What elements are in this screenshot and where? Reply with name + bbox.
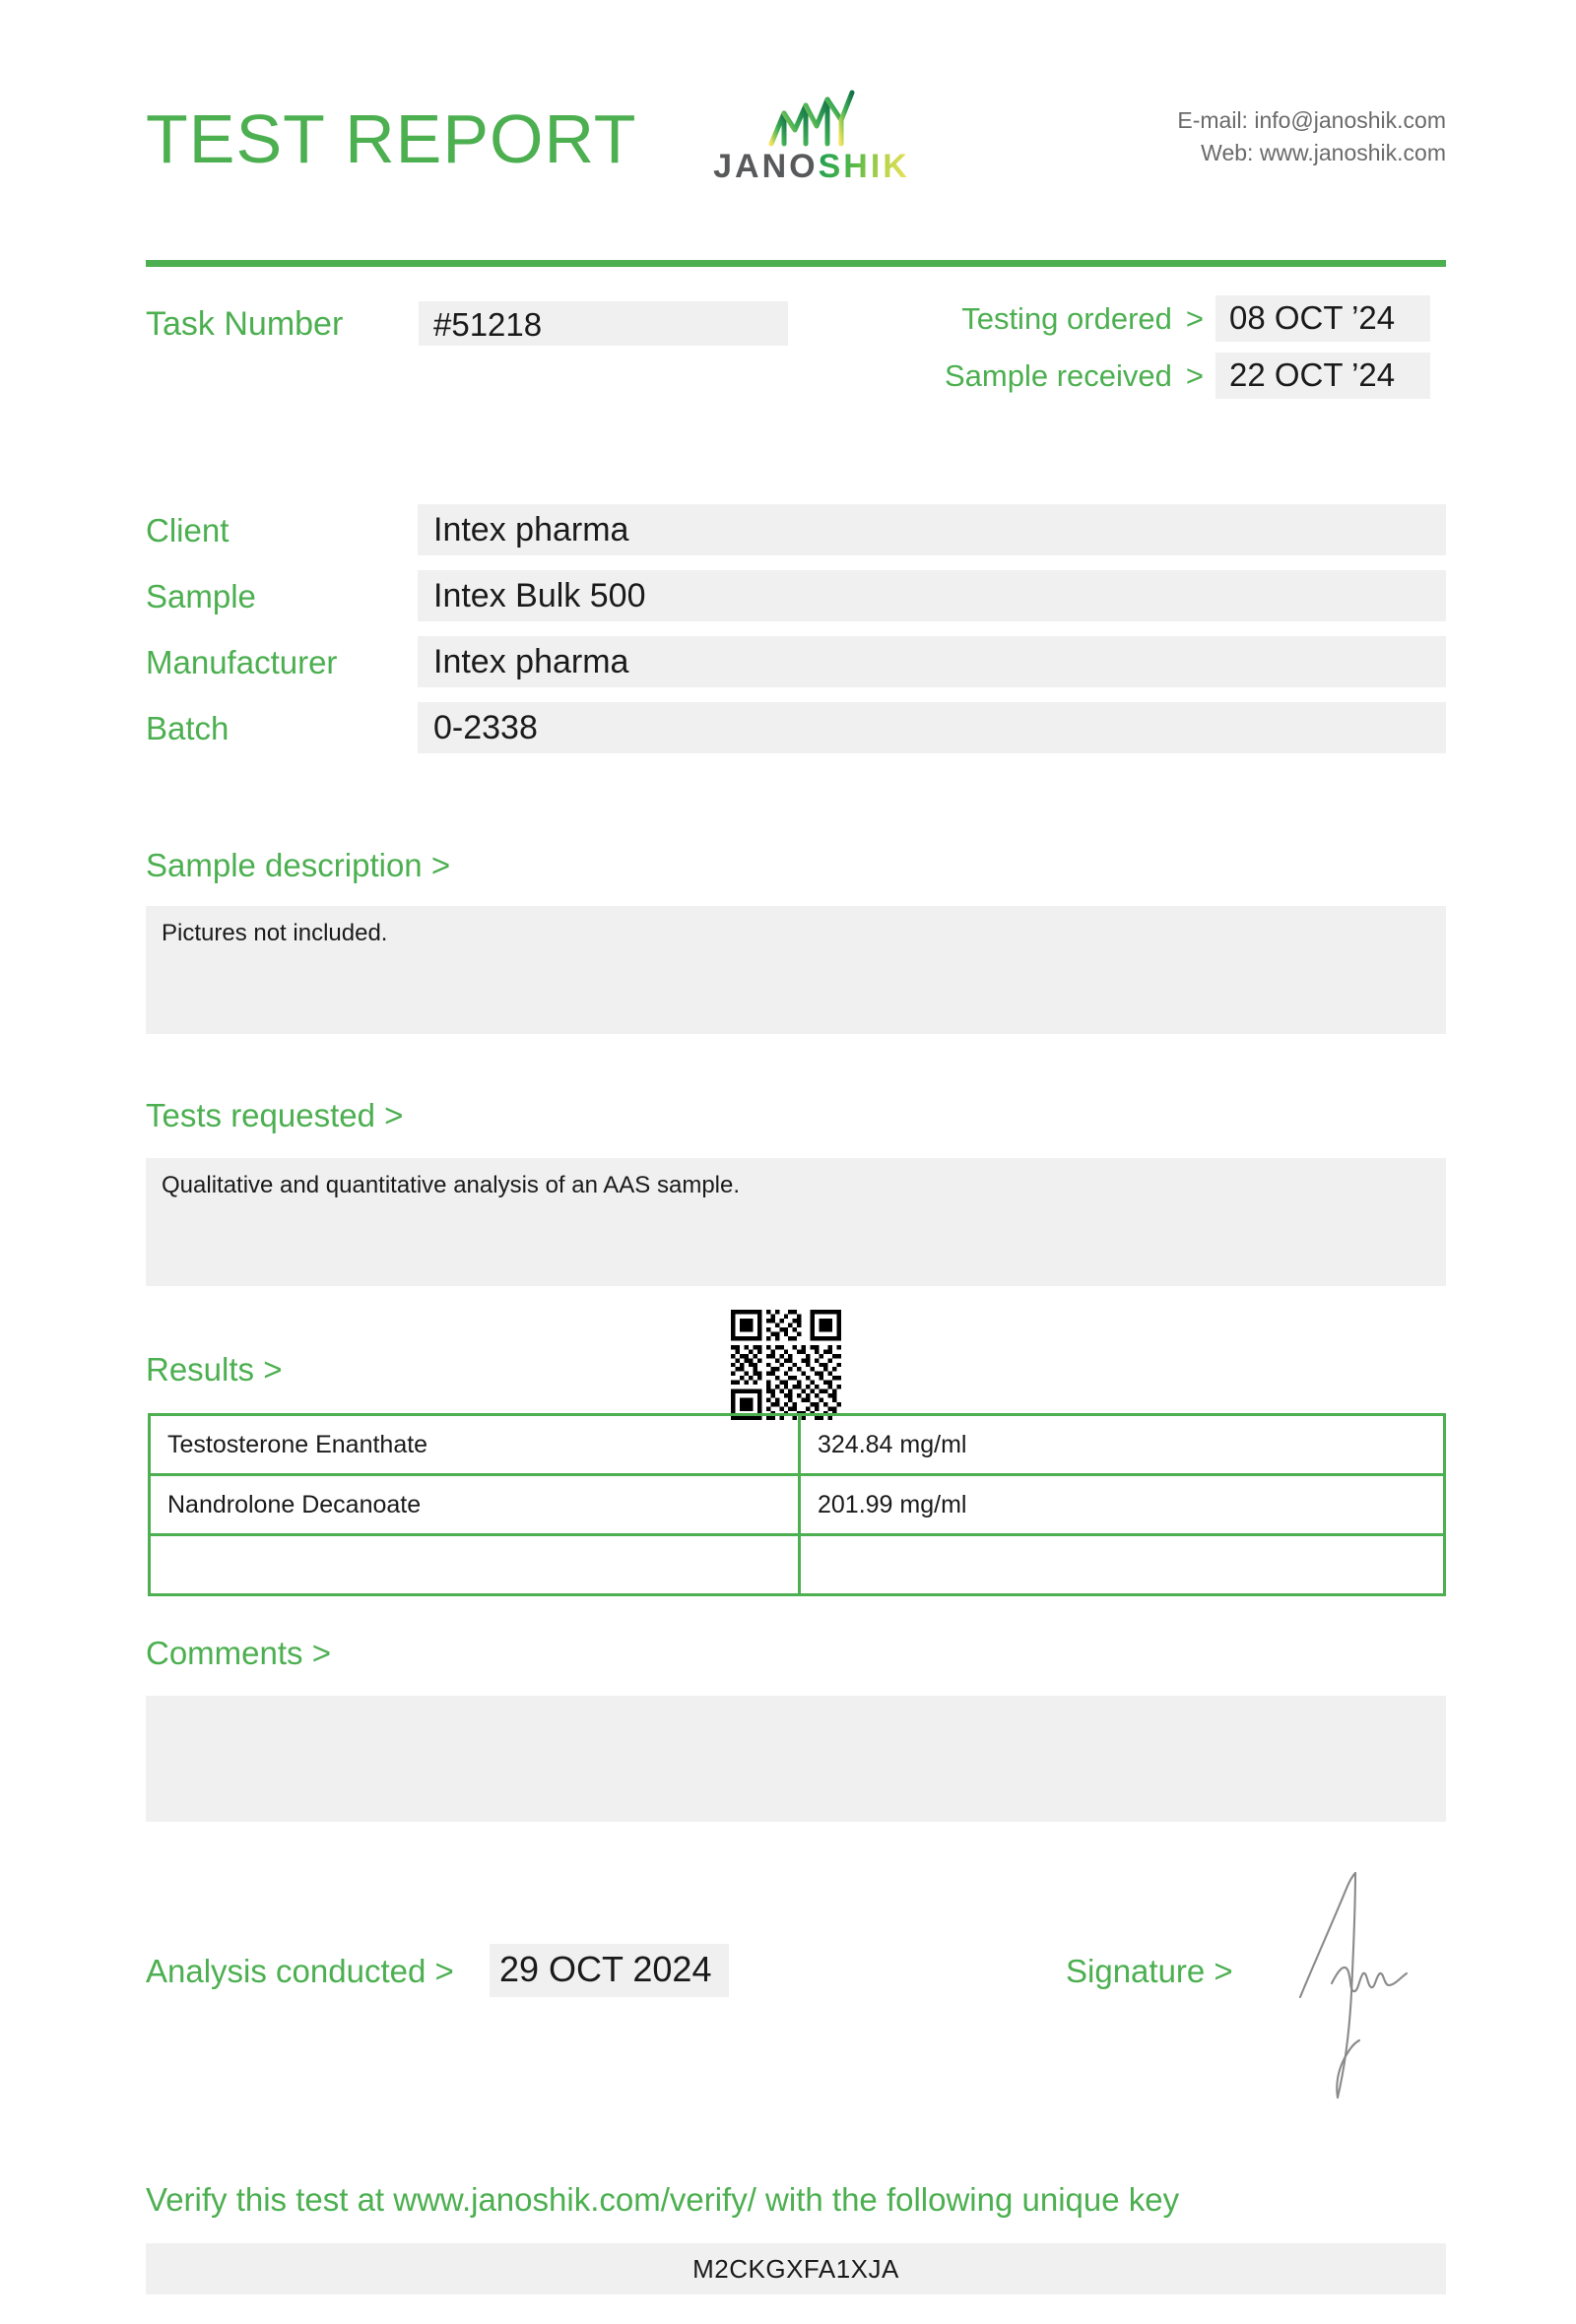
sample-received-caret-icon: >: [1185, 357, 1204, 393]
tests-requested-heading: Tests requested >: [146, 1097, 404, 1133]
testing-ordered-caret-icon: >: [1185, 300, 1204, 336]
batch-value: 0-2338: [418, 702, 1446, 753]
sample-value: Intex Bulk 500: [418, 570, 1446, 621]
table-row: [150, 1475, 1445, 1535]
manufacturer-value: Intex pharma: [418, 636, 1446, 687]
task-number-label: Task Number: [146, 305, 344, 343]
result-name: Nandrolone Decanoate: [150, 1475, 800, 1535]
tests-requested-body: Qualitative and quantitative analysis of an AAS sample.: [146, 1158, 1446, 1286]
contact-web: Web: www.janoshik.com: [1201, 140, 1446, 166]
batch-label: Batch: [146, 710, 230, 746]
results-heading: Results >: [146, 1351, 283, 1388]
sample-received-label: Sample received: [944, 357, 1172, 393]
analysis-conducted-value: 29 OCT 2024: [490, 1944, 729, 1997]
info-row-batch: [146, 702, 1446, 760]
brand-shik: SHIK: [818, 148, 910, 185]
contact-info: [1177, 104, 1446, 170]
client-value: Intex pharma: [418, 504, 1446, 555]
result-value: [800, 1535, 1445, 1595]
analysis-conducted-label: Analysis conducted >: [146, 1953, 454, 1989]
table-row: [150, 1535, 1445, 1595]
page-title: TEST REPORT: [146, 100, 637, 177]
results-table: [148, 1413, 1446, 1596]
logo-mark-icon: [764, 87, 859, 148]
verify-instruction: Verify this test at www.janoshik.com/verify/ with the following unique key: [146, 2181, 1180, 2218]
sample-description-heading: Sample description >: [146, 847, 451, 883]
info-row-manufacturer: [146, 636, 1446, 694]
table-row: [150, 1415, 1445, 1475]
result-value: 201.99 mg/ml: [800, 1475, 1445, 1535]
sample-description-body: Pictures not included.: [146, 906, 1446, 1034]
result-value: 324.84 mg/ml: [800, 1415, 1445, 1475]
report-header: [146, 87, 1446, 225]
client-label: Client: [146, 512, 230, 549]
testing-ordered-value: 08 OCT ’24: [1215, 295, 1430, 342]
testing-ordered-row: [945, 295, 1430, 342]
result-name: Testosterone Enanthate: [150, 1415, 800, 1475]
info-row-sample: [146, 570, 1446, 628]
result-name: [150, 1535, 800, 1595]
unique-key-value: M2CKGXFA1XJA: [146, 2243, 1446, 2294]
manufacturer-label: Manufacturer: [146, 644, 338, 680]
comments-heading: Comments >: [146, 1635, 331, 1671]
verification-qr-code: [731, 1310, 841, 1420]
testing-ordered-label: Testing ordered: [961, 300, 1172, 336]
comments-body: [146, 1696, 1446, 1822]
sample-info-block: [146, 504, 1446, 768]
contact-email: E-mail: info@janoshik.com: [1177, 107, 1446, 133]
sample-label: Sample: [146, 578, 256, 614]
sample-received-row: [945, 353, 1430, 399]
brand-wordmark: [693, 150, 930, 183]
signature-image: [1280, 1861, 1418, 2107]
brand-jano: JANO: [713, 148, 819, 185]
date-block: [945, 295, 1430, 410]
info-row-client: [146, 504, 1446, 562]
signature-label: Signature >: [1066, 1953, 1233, 1989]
janoshik-logo: [693, 87, 930, 183]
sample-received-value: 22 OCT ’24: [1215, 353, 1430, 399]
header-divider: [146, 260, 1446, 267]
task-number-value: #51218: [419, 301, 788, 346]
